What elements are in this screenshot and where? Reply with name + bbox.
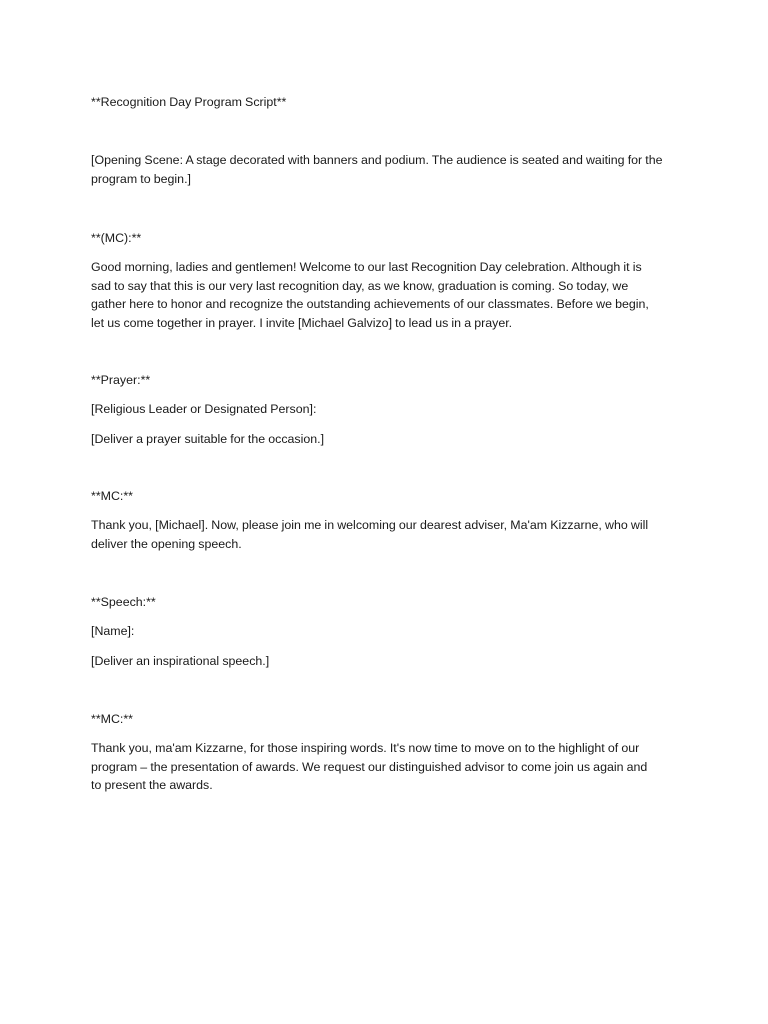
prayer-speaker: [Religious Leader or Designated Person]: [91, 402, 317, 416]
prayer-heading: **Prayer:** [91, 373, 151, 387]
mc-heading-1: **(MC):** [91, 231, 142, 245]
mc-heading-2: **MC:** [91, 489, 133, 503]
mc-paragraph-3: Thank you, ma'am Kizzarne, for those inspiring words. It's now time to move on to the highlight of our program – the presentation of awards. We request our distinguished advisor to come join us again and to present the awards. [91, 741, 648, 792]
speech-heading: **Speech:** [91, 595, 156, 609]
speech-speaker: [Name]: [91, 624, 135, 638]
prayer-direction: [Deliver a prayer suitable for the occasion.] [91, 432, 325, 446]
speech-direction: [Deliver an inspirational speech.] [91, 654, 270, 668]
mc-paragraph-2: Thank you, [Michael]. Now, please join me in welcoming our dearest adviser, Ma'am Kizzarne, who will deliver the opening speech. [91, 518, 649, 551]
mc-heading-3: **MC:** [91, 712, 133, 726]
mc-paragraph-1: Good morning, ladies and gentlemen! Welcome to our last Recognition Day celebration. Although it is sad to say that this is our very last recognition day, as we know, graduation is coming. So today, we gather here to honor and recognize the outstanding achievements of our classmates. Before we begin, let us come together in prayer. I invite [Michael Galvizo] to lead us in a prayer. [91, 260, 649, 330]
document-title: **Recognition Day Program Script** [91, 95, 287, 109]
opening-scene-paragraph: [Opening Scene: A stage decorated with banners and podium. The audience is seated and waiting for the program to begin.] [91, 153, 663, 186]
